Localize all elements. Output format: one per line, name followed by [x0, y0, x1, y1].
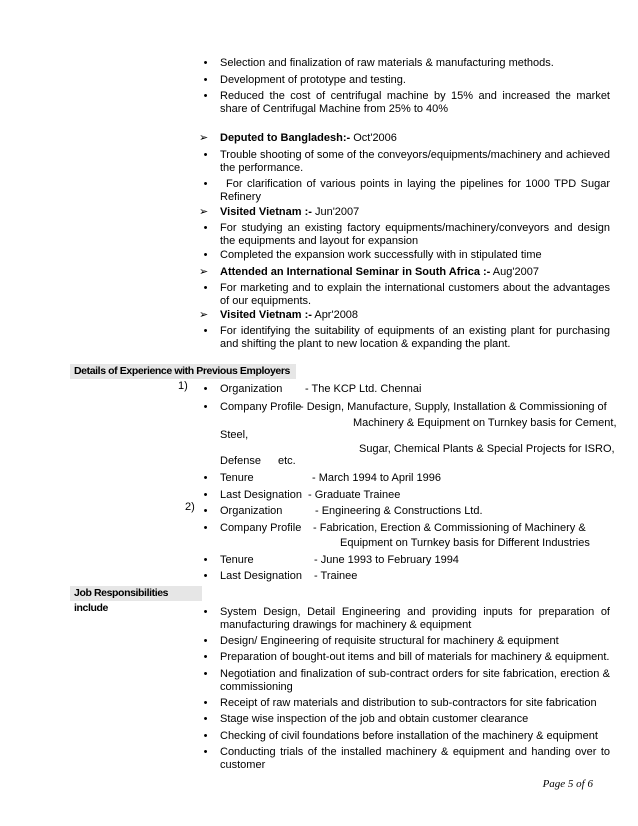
profile-label: Company Profile	[220, 401, 302, 413]
arrow-bullet-icon: ➢	[199, 206, 209, 218]
bullet-icon: •	[203, 635, 208, 647]
profile-value: Sugar, Chemical Plants & Special Projects for ISRO,	[359, 443, 615, 455]
designation-value: - Graduate Trainee	[308, 489, 401, 501]
list-item: For identifying the suitability of equipments of an existing plant for purchasing and shifting the plant to new location & expanding the plant.	[220, 325, 610, 350]
bullet-icon: •	[203, 697, 208, 709]
designation-label: Last Designation	[220, 570, 302, 582]
bullet-icon: •	[203, 472, 208, 484]
bullet-icon: •	[203, 668, 208, 680]
list-item: Completed the expansion work successfully with in stipulated time	[220, 249, 542, 261]
bullet-icon: •	[203, 149, 208, 161]
tenure-label: Tenure	[220, 554, 254, 566]
list-item: Selection and finalization of raw materials & manufacturing methods.	[220, 57, 554, 69]
list-item: Receipt of raw materials and distribution to sub-contractors for site fabrication	[220, 697, 597, 709]
arrow-bullet-icon: ➢	[199, 266, 209, 278]
tenure-label: Tenure	[220, 472, 254, 484]
list-item: Development of prototype and testing.	[220, 74, 406, 86]
bullet-icon: •	[203, 570, 208, 582]
bullet-icon: •	[203, 74, 208, 86]
list-item: Checking of civil foundations before installation of the machinery & equipment	[220, 730, 598, 742]
employer-number: 1)	[178, 380, 188, 392]
bullet-icon: •	[203, 282, 208, 294]
profile-value: etc.	[278, 455, 296, 467]
bullet-icon: •	[203, 730, 208, 742]
list-item: Stage wise inspection of the job and obtain customer clearance	[220, 713, 529, 725]
org-label: Organization	[220, 383, 283, 395]
tenure-value: - March 1994 to April 1996	[312, 472, 442, 484]
list-item: Design/ Engineering of requisite structural for machinery & equipment	[220, 635, 559, 647]
profile-value: Defense	[220, 455, 261, 467]
bullet-icon: •	[203, 651, 208, 663]
bullet-icon: •	[203, 522, 208, 534]
list-item: Trouble shooting of some of the conveyors/equipments/machinery and achieved the performance.	[220, 149, 610, 174]
org-label: Organization	[220, 505, 283, 517]
bullet-icon: •	[203, 178, 208, 190]
list-item: System Design, Detail Engineering and providing inputs for preparation of manufacturing drawings for machinery & equipment	[220, 606, 610, 631]
profile-value: - Design, Manufacture, Supply, Installation & Commissioning of	[300, 401, 607, 413]
bullet-icon: •	[203, 222, 208, 234]
profile-value: Machinery & Equipment on Turnkey basis for Cement,	[353, 417, 617, 429]
list-item: Preparation of bought-out items and bill of materials for machinery & equipment.	[220, 651, 610, 663]
subheading-seminar: Attended an International Seminar in South Africa :- Aug'2007	[220, 266, 539, 278]
bullet-icon: •	[203, 90, 208, 102]
arrow-bullet-icon: ➢	[199, 132, 209, 144]
profile-value: Equipment on Turnkey basis for Different Industries	[340, 537, 590, 549]
tenure-value: - June 1993 to February 1994	[314, 554, 459, 566]
section-heading-previous-employers: Details of Experience with Previous Employers	[70, 364, 296, 379]
bullet-icon: •	[203, 489, 208, 501]
designation-value: - Trainee	[314, 570, 358, 582]
bullet-icon: •	[203, 554, 208, 566]
subheading-vietnam: Visited Vietnam :- Apr'2008	[220, 309, 359, 321]
bullet-icon: •	[203, 401, 208, 413]
employer-number: 2)	[185, 501, 195, 513]
list-item: Reduced the cost of centrifugal machine by 15% and increased the market share of Centrifugal Machine from 25% to 40%	[220, 90, 610, 115]
list-item: For studying an existing factory equipments/machinery/conveyors and design the equipments and layout for expansion	[220, 222, 610, 247]
profile-label: Company Profile	[220, 522, 302, 534]
org-value: - The KCP Ltd. Chennai	[305, 383, 422, 395]
arrow-bullet-icon: ➢	[199, 309, 209, 321]
bullet-icon: •	[203, 606, 208, 618]
bullet-icon: •	[203, 325, 208, 337]
bullet-icon: •	[203, 57, 208, 69]
org-value: - Engineering & Constructions Ltd.	[315, 505, 483, 517]
page-number: Page 5 of 6	[542, 778, 593, 790]
list-item: Negotiation and finalization of sub-contract orders for site fabrication, erection & commissioning	[220, 668, 610, 693]
list-item: For clarification of various points in laying the pipelines for 1000 TPD Sugar Refinery	[220, 178, 610, 203]
profile-value: Steel,	[220, 429, 249, 441]
bullet-icon: •	[203, 505, 208, 517]
list-item: Conducting trials of the installed machinery & equipment and handing over to customer	[220, 746, 610, 771]
subheading-vietnam: Visited Vietnam :- Jun'2007	[220, 206, 360, 218]
subheading-bangladesh: Deputed to Bangladesh:- Oct'2006	[220, 132, 397, 144]
bullet-icon: •	[203, 713, 208, 725]
profile-value: - Fabrication, Erection & Commissioning of Machinery &	[313, 522, 586, 534]
section-heading-responsibilities: Job Responsibilities include	[70, 586, 202, 601]
bullet-icon: •	[203, 746, 208, 758]
list-item: For marketing and to explain the international customers about the advantages of our equipments.	[220, 282, 610, 307]
designation-label: Last Designation	[220, 489, 302, 501]
bullet-icon: •	[203, 249, 208, 261]
bullet-icon: •	[203, 383, 208, 395]
